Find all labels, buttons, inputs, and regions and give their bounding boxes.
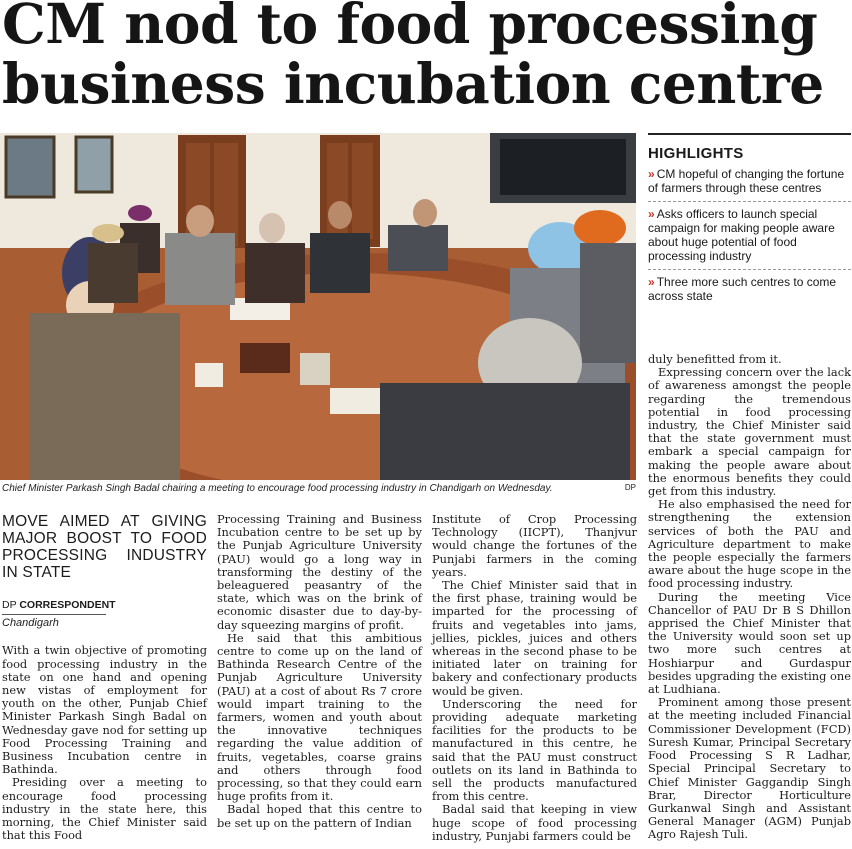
paragraph: He also emphasised the need for strengthening the extension services of both the PAU and Agriculture department to make the people especially the farmers aware about the huge scope in the food processing industry. bbox=[648, 497, 851, 591]
paragraph: duly benefitted from it. bbox=[648, 352, 782, 366]
photo-credit: DP bbox=[624, 483, 636, 492]
chevron-right-icon: » bbox=[648, 275, 655, 289]
paragraph: Badal hoped that this centre to be set up on the pattern of Indian bbox=[217, 802, 422, 830]
article-column-4 bbox=[648, 353, 851, 842]
article-column-1 bbox=[2, 513, 207, 842]
paragraph: With a twin objective of promoting food processing industry in the state on one hand and opening new vistas of employment for youth on the other, Punjab Chief Minister Parkash Singh Badal on Wednesday gave nod for setting up Food Processing Training and Business Incubation centre in Bathinda. bbox=[2, 643, 207, 777]
paragraph: Presiding over a meeting to encourage food processing industry in the state here, this morning, the Chief Minister said that this Food bbox=[2, 775, 207, 843]
paragraph: Processing Training and Business Incubation centre to be set up by the Punjab Agriculture University (PAU) would go a long way in transforming the destiny of the beleaguered peasantry of the state, which was on the brink of economic disaster due to day-by-day squeezing margins of profit. bbox=[217, 512, 422, 632]
paragraph: Underscoring the need for providing adequate marketing facilities for the products to be manufactured in this centre, he said that the PAU must construct outlets on its land in Bathinda to sell the products manufactured from this centre. bbox=[432, 696, 637, 804]
meeting-photo-illustration bbox=[0, 133, 636, 480]
subheadline: MOVE AIMED AT GIVING MAJOR BOOST TO FOOD PROCESSING INDUSTRY IN STATE bbox=[2, 513, 207, 581]
highlight-item: » CM hopeful of changing the fortune of farmers through these centres bbox=[648, 162, 851, 202]
headline: CM nod to food processing business incubation centre bbox=[2, 0, 824, 116]
article-column-3 bbox=[432, 513, 637, 843]
paragraph: During the meeting Vice Chancellor of PAU Dr B S Dhillon apprised the Chief Minister that the University would soon set up two more such centres at Hoshiarpur and Gurdaspur besides upgrading the existing one at Ludhiana. bbox=[648, 589, 851, 697]
highlights-rule bbox=[648, 133, 851, 135]
paragraph: Prominent among those present at the meeting included Financial Commissioner Development (FCD) Suresh Kumar, Principal Secretary Food Processing S R Ladhar, Special Principal Secretary to Chief Minister Gaggandip Singh Brar, Director Horticulture Gurkanwal Singh and Assistant General Manager (AGM) Punjab Agro Rajesh Tuli. bbox=[648, 695, 851, 842]
chevron-right-icon: » bbox=[648, 167, 655, 181]
highlights-title: HIGHLIGHTS bbox=[648, 145, 744, 162]
article-column-2 bbox=[217, 513, 422, 830]
dateline: Chandigarh bbox=[2, 614, 106, 630]
chevron-right-icon: » bbox=[648, 207, 655, 221]
byline: DP CORRESPONDENT bbox=[2, 599, 116, 611]
caption-text: Chief Minister Parkash Singh Badal chairing a meeting to encourage food processing industry in Chandigarh on Wednesday. bbox=[2, 483, 553, 494]
highlights-box bbox=[648, 133, 851, 309]
paragraph: Badal said that keeping in view huge scope of food processing industry, Punjabi farmers could be bbox=[432, 802, 637, 843]
photo-caption bbox=[2, 483, 636, 494]
meeting-photo bbox=[0, 133, 636, 480]
paragraph: Institute of Crop Processing Technology (IICPT), Thanjvur would change the fortunes of the Punjabi farmers in the coming years. bbox=[432, 512, 637, 579]
paragraph: Expressing concern over the lack of awareness amongst the people regarding the tremendous potential in food processing industry, the Chief Minister said that the state government must embark a special campaign for making the people aware about the enormous benefits they could get from this industry. bbox=[648, 365, 851, 499]
paragraph: He said that this ambitious centre to come up on the land of Bathinda Research Centre of the Punjab Agriculture University (PAU) at a cost of about Rs 7 crore would impart training to the farmers, women and youth about the innovative techniques regarding the value addition of fruits, vegetables, coarse grains and others through food processing, so that they could earn huge profits from it. bbox=[217, 630, 422, 804]
highlight-item: » Asks officers to launch special campaign for making people aware about huge potential of food processing industry bbox=[648, 202, 851, 270]
paragraph: The Chief Minister said that in the first phase, training would be imparted for the processing of fruits and vegetables into jams, jellies, pickles, juices and others whereas in the second phase to be initiated later on training for bakery and confectionary products would be given. bbox=[432, 578, 637, 698]
highlight-item: » Three more such centres to come across state bbox=[648, 275, 837, 303]
